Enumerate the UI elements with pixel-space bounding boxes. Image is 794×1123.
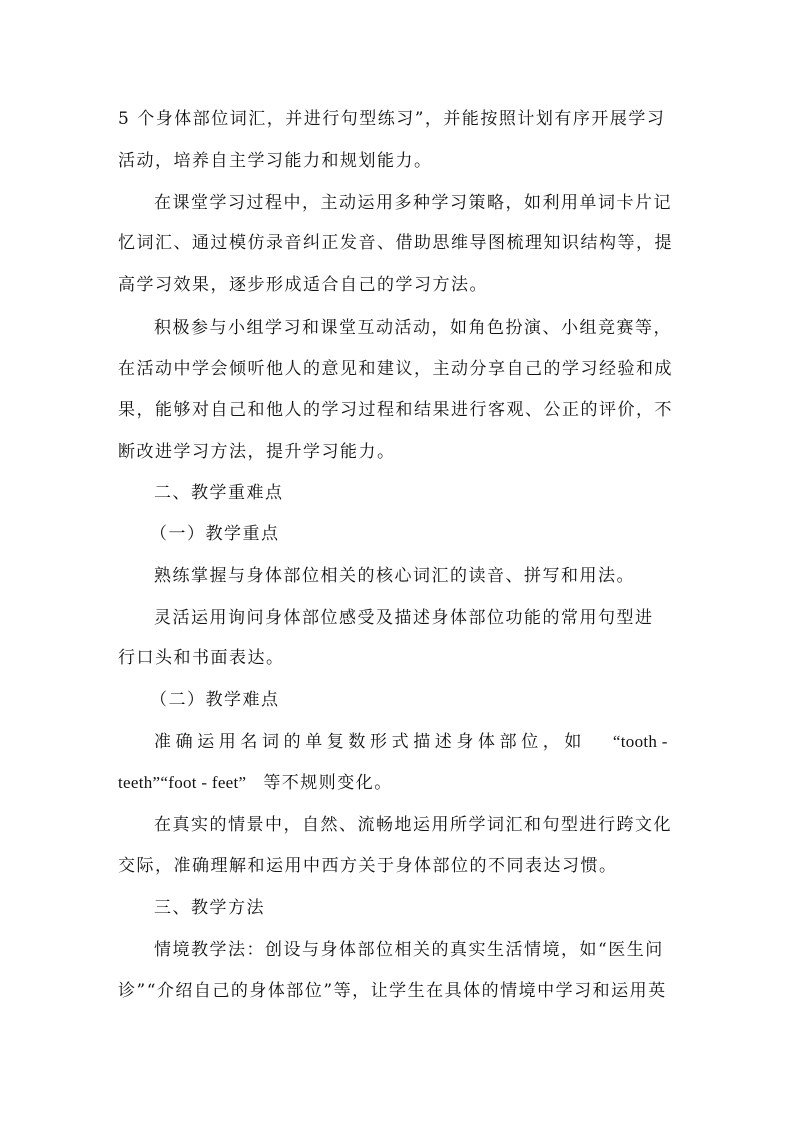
text-line: 在课堂学习过程中，主动运用多种学习策略，如利用单词卡片记 xyxy=(154,193,672,213)
text-line: 果，能够对自己和他人的学习过程和结果进行客观、公正的评价，不 xyxy=(118,400,673,420)
paragraph-first-line xyxy=(0,603,794,633)
text-line: 行口头和书面表达。 xyxy=(118,648,285,668)
text-line: 交际，准确理解和运用中西方关于身体部位的不同表达习惯。 xyxy=(118,856,618,876)
paragraph-line xyxy=(0,768,794,798)
text-line: 5 个身体部位词汇，并进行句型练习”，并能按照计划有序开展学习 xyxy=(118,109,666,129)
paragraph-first-line xyxy=(0,935,794,965)
text-line: 等不规则变化。 xyxy=(263,773,393,793)
subsection-heading xyxy=(0,519,794,549)
text-line: 积极参与小组学习和课堂互动活动，如角色扮演、小组竞赛等， xyxy=(154,318,672,338)
text-line: 熟练掌握与身体部位相关的核心词汇的读音、拼写和用法。 xyxy=(154,566,635,586)
paragraph-line xyxy=(0,976,794,1006)
section-heading xyxy=(0,478,794,508)
text-line: 高学习效果，逐步形成适合自己的学习方法。 xyxy=(118,275,488,295)
paragraph-line xyxy=(0,643,794,673)
heading-text: （一）教学重点 xyxy=(150,524,280,544)
paragraph-first-line xyxy=(0,561,794,591)
text-line: 情境教学法：创设与身体部位相关的真实生活情境，如“医生问 xyxy=(154,940,664,960)
text-line: 在真实的情景中，自然、流畅地运用所学词汇和句型进行跨文化 xyxy=(154,815,672,835)
subsection-heading xyxy=(0,685,794,715)
paragraph-first-line xyxy=(0,313,794,343)
paragraph-continued-line xyxy=(0,146,794,176)
paragraph-line xyxy=(0,395,794,425)
paragraph-continued-line xyxy=(0,104,794,134)
paragraph-first-line xyxy=(0,188,794,218)
english-example: “tooth - xyxy=(612,732,668,751)
paragraph-line xyxy=(0,270,794,300)
paragraph-line xyxy=(0,437,794,467)
text-line: 断改进学习方法，提升学习能力。 xyxy=(118,442,396,462)
text-line: 活动，培养自主学习能力和规划能力。 xyxy=(118,151,433,171)
paragraph-first-line xyxy=(0,727,794,757)
text-line: 忆词汇、通过模仿录音纠正发音、借助思维导图梳理知识结构等，提 xyxy=(118,233,673,253)
paragraph-first-line xyxy=(0,810,794,840)
text-line: 准确运用名词的单复数形式描述身体部位，如 xyxy=(154,732,586,752)
english-example: teeth”“foot - feet” xyxy=(118,773,247,792)
paragraph-line xyxy=(0,851,794,881)
paragraph-line xyxy=(0,228,794,258)
text-line: 灵活运用询问身体部位感受及描述身体部位功能的常用句型进 xyxy=(154,608,654,628)
heading-text: （二）教学难点 xyxy=(150,690,280,710)
paragraph-line xyxy=(0,354,794,384)
section-heading xyxy=(0,893,794,923)
heading-text: 二、教学重难点 xyxy=(154,483,284,503)
text-line: 在活动中学会倾听他人的意见和建议，主动分享自己的学习经验和成 xyxy=(118,359,673,379)
heading-text: 三、教学方法 xyxy=(154,898,265,918)
text-line: 诊”“介绍自己的身体部位”等，让学生在具体的情境中学习和运用英 xyxy=(118,981,667,1001)
